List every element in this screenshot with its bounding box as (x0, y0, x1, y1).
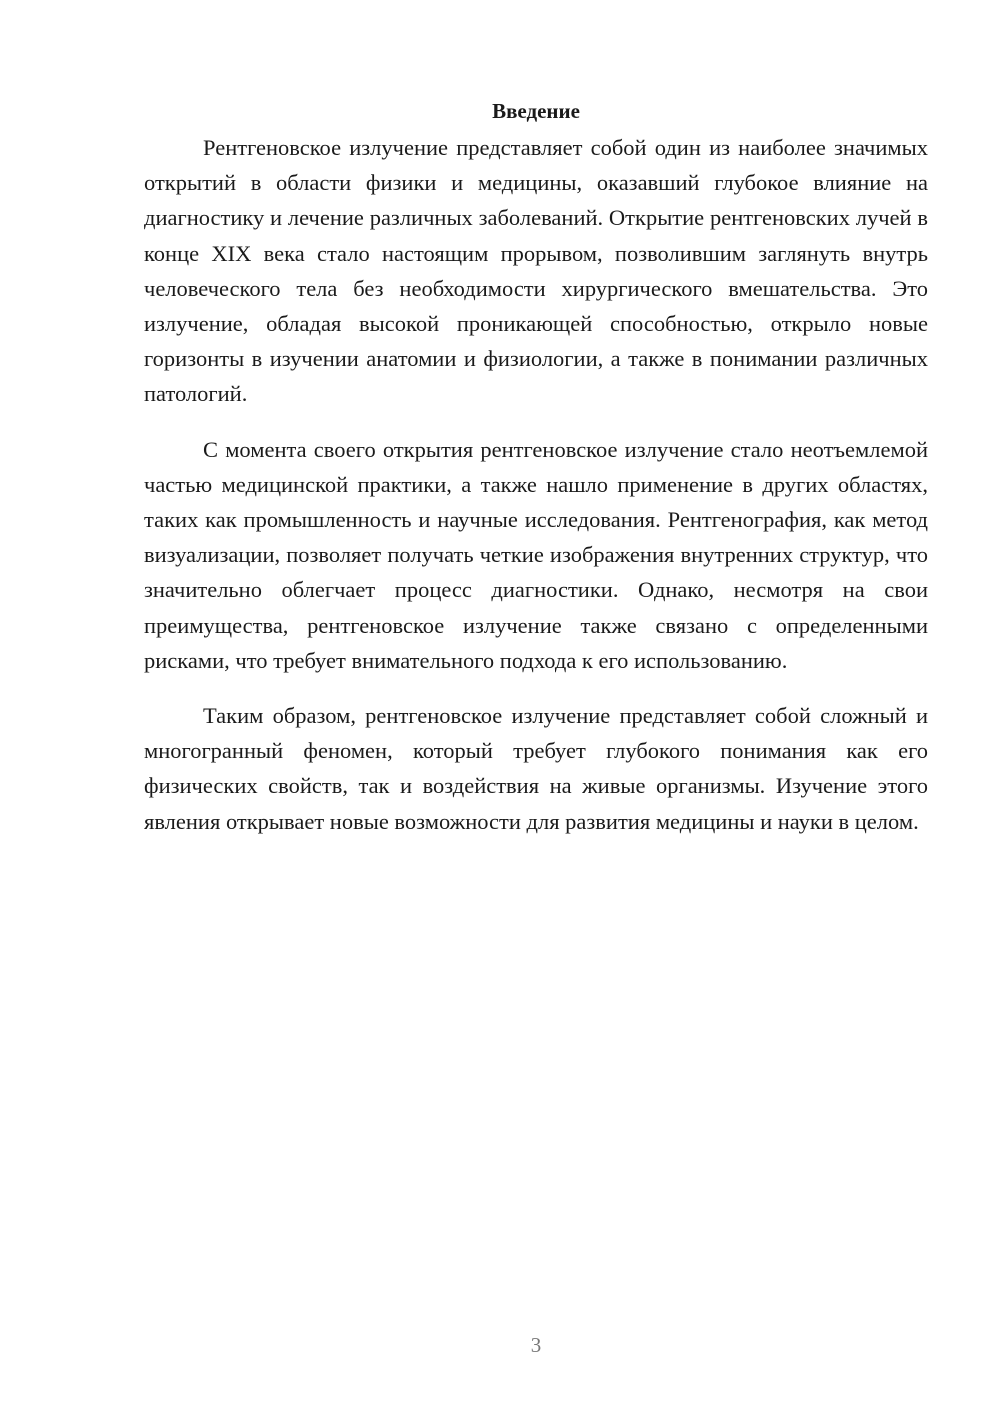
page-number: 3 (530, 1333, 542, 1357)
paragraph-2: С момента своего открытия рентгеновское излучение стало неотъемлемой частью медицинской практики, а также нашло применение в других областях, таких как промышленность и научные исследования. Рентгенография, как метод визуализации, позволяет получать четкие изображения внутренних структур, что значительно облегчает процесс диагностики. Однако, несмотря на свои преимущества, рентгеновское излучение также связано с определенными рисками, что требует внимательного подхода к его использованию. (144, 436, 928, 673)
section-title: Введение (492, 99, 580, 123)
paragraph-1: Рентгеновское излучение представляет собой один из наиболее значимых открытий в области физики и медицины, оказавший глубокое влияние на диагностику и лечение различных заболеваний. Открытие рентгеновских лучей в конце XIX века стало настоящим прорывом, позволившим заглянуть внутрь человеческого тела без необходимости хирургического вмешательства. Это излучение, обладая высокой проникающей способностью, открыло новые горизонты в изучении анатомии и физиологии, а также в понимании различных патологий. (144, 135, 928, 407)
page-content (144, 96, 928, 859)
paragraph-3: Таким образом, рентгеновское излучение представляет собой сложный и многогранный феномен, который требует глубокого понимания как его физических свойств, так и воздействия на живые организмы. Изучение этого явления открывает новые возможности для развития медицины и науки в целом. (144, 703, 928, 834)
